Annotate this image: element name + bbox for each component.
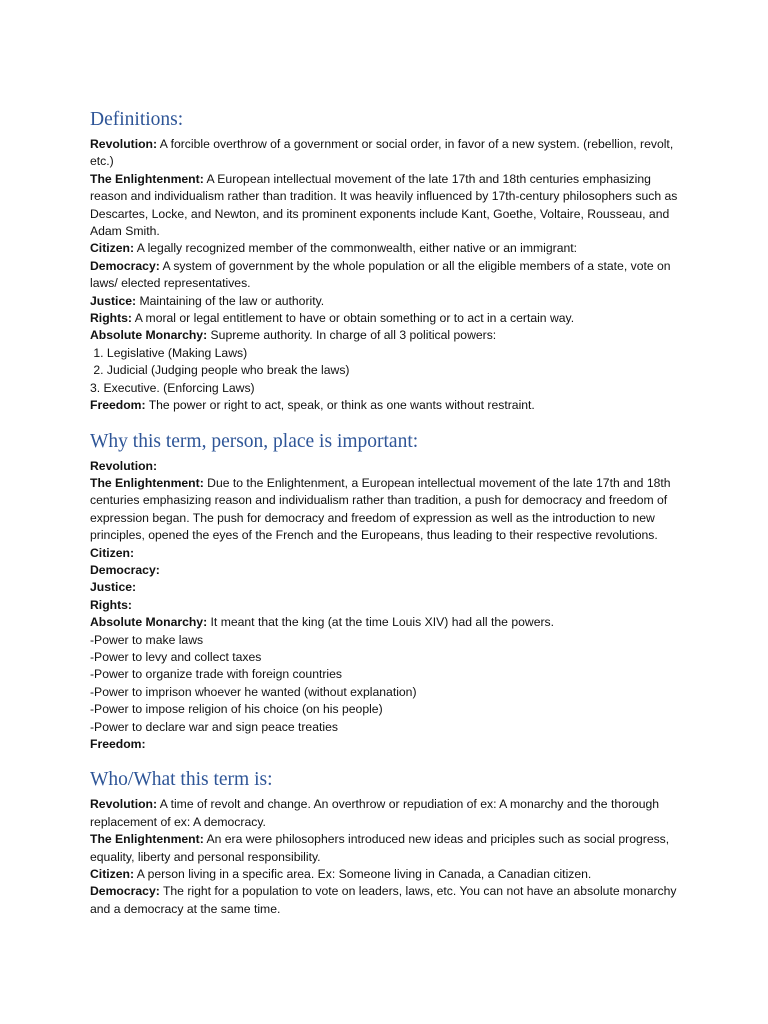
entry-term: Revolution: bbox=[90, 458, 158, 473]
entry-term: Revolution: bbox=[90, 137, 158, 151]
section-importance bbox=[90, 430, 690, 754]
entry-term: Democracy: bbox=[90, 884, 160, 899]
section-who-what bbox=[90, 768, 690, 918]
entry-justice bbox=[90, 579, 690, 596]
entry-democracy bbox=[90, 562, 690, 579]
entry-freedom bbox=[90, 736, 690, 753]
entry-term: Democracy: bbox=[90, 258, 160, 273]
entry-freedom bbox=[90, 397, 690, 414]
section-heading: Definitions: bbox=[90, 109, 184, 130]
entry-text: The power or right to act, speak, or think as one wants without restraint. bbox=[145, 398, 535, 413]
entry-justice bbox=[90, 293, 690, 310]
entry-text: An era were philosophers introduced new ideas and priciples such as social progress, equality, liberty and personal responsibility. bbox=[90, 832, 670, 864]
section-definitions bbox=[90, 108, 690, 415]
entry-term: The Enlightenment: bbox=[90, 475, 204, 490]
list-item: -Power to impose religion of his choice (on his people) bbox=[90, 702, 383, 717]
entry-democracy bbox=[90, 883, 690, 918]
entry-citizen bbox=[90, 240, 690, 257]
entry-democracy bbox=[90, 258, 690, 293]
entry-text: Supreme authority. In charge of all 3 political powers: bbox=[207, 328, 497, 343]
entry-text: A legally recognized member of the commonwealth, either native or an immigrant: bbox=[134, 241, 578, 256]
section-heading: Why this term, person, place is important: bbox=[90, 430, 419, 452]
section-heading: Who/What this term is: bbox=[90, 769, 273, 791]
entry-enlightenment bbox=[90, 171, 690, 241]
entry-absolute-monarchy bbox=[90, 614, 690, 631]
list-item: -Power to declare war and sign peace treaties bbox=[90, 719, 338, 734]
entry-text: A system of government by the whole population or all the eligible members of a state, vote on laws/ elected representatives. bbox=[90, 258, 671, 291]
entry-revolution bbox=[90, 136, 690, 171]
entry-text: The right for a population to vote on leaders, laws, etc. You can not have an absolute monarchy and a democracy at the same time. bbox=[90, 884, 677, 916]
entry-text: A moral or legal entitlement to have or obtain something or to act in a certain way. bbox=[131, 311, 575, 326]
list-item: 2. Judicial (Judging people who break the laws) bbox=[90, 363, 350, 378]
entry-text: A time of revolt and change. An overthrow or repudiation of ex: A monarchy and the thorough replacement of ex: A democracy. bbox=[90, 797, 660, 829]
entry-rights bbox=[90, 310, 690, 327]
list-item: 3. Executive. (Enforcing Laws) bbox=[90, 380, 255, 395]
entry-term: Revolution: bbox=[90, 797, 158, 812]
list-item: -Power to organize trade with foreign countries bbox=[90, 667, 343, 682]
entry-term: Rights: bbox=[90, 597, 132, 612]
entry-revolution bbox=[90, 458, 690, 475]
entry-term: Freedom: bbox=[90, 737, 146, 751]
list-item: -Power to imprison whoever he wanted (without explanation) bbox=[90, 684, 417, 699]
entry-term: Citizen: bbox=[90, 241, 135, 256]
list-item: 1. Legislative (Making Laws) bbox=[90, 345, 248, 360]
entry-term: Absolute Monarchy: bbox=[90, 328, 208, 343]
entry-rights bbox=[90, 597, 690, 614]
entry-term: Citizen: bbox=[90, 545, 135, 560]
list-item: -Power to make laws bbox=[90, 632, 204, 647]
entry-term: Democracy: bbox=[90, 562, 160, 577]
entry-text: A European intellectual movement of the late 17th and 18th centuries emphasizing reason and individualism rather than tradition. It was heavily influenced by 17th-century philosophers such as Descartes, Locke, and Newton, and its prominent exponents include Kant, Goethe, Voltaire, Rousseau, and Adam Smith. bbox=[90, 171, 678, 239]
entry-enlightenment bbox=[90, 475, 690, 545]
entry-term: Justice: bbox=[90, 293, 137, 308]
entry-term: Justice: bbox=[90, 580, 137, 595]
entry-term: Absolute Monarchy: bbox=[90, 615, 208, 630]
entry-term: The Enlightenment: bbox=[90, 171, 204, 186]
entry-text: Maintaining of the law or authority. bbox=[136, 293, 325, 308]
entry-citizen bbox=[90, 545, 690, 562]
entry-revolution bbox=[90, 796, 690, 831]
entry-enlightenment bbox=[90, 831, 690, 866]
document-page bbox=[90, 108, 690, 918]
entry-citizen bbox=[90, 866, 690, 883]
entry-term: The Enlightenment: bbox=[90, 832, 204, 847]
entry-text: A forcible overthrow of a government or social order, in favor of a new system. (rebellion, revolt, etc.) bbox=[90, 137, 674, 169]
entry-absolute-monarchy bbox=[90, 327, 690, 344]
entry-text: A person living in a specific area. Ex: Someone living in Canada, a Canadian citizen. bbox=[134, 867, 592, 882]
list-item: -Power to levy and collect taxes bbox=[90, 649, 262, 664]
entry-text: Due to the Enlightenment, a European intellectual movement of the late 17th and 18th centuries emphasizing reason and individualism rather than tradition, a push for democracy and freedom of expression began. The push for democracy and freedom of expression as well as the introduction to new principles, opened the eyes of the French and the Europeans, thus leading to their respective revolutions. bbox=[90, 475, 671, 543]
entry-term: Freedom: bbox=[90, 398, 146, 413]
entry-term: Citizen: bbox=[90, 867, 135, 882]
entry-term: Rights: bbox=[90, 311, 132, 326]
entry-text: It meant that the king (at the time Louis XIV) had all the powers. bbox=[207, 615, 555, 630]
